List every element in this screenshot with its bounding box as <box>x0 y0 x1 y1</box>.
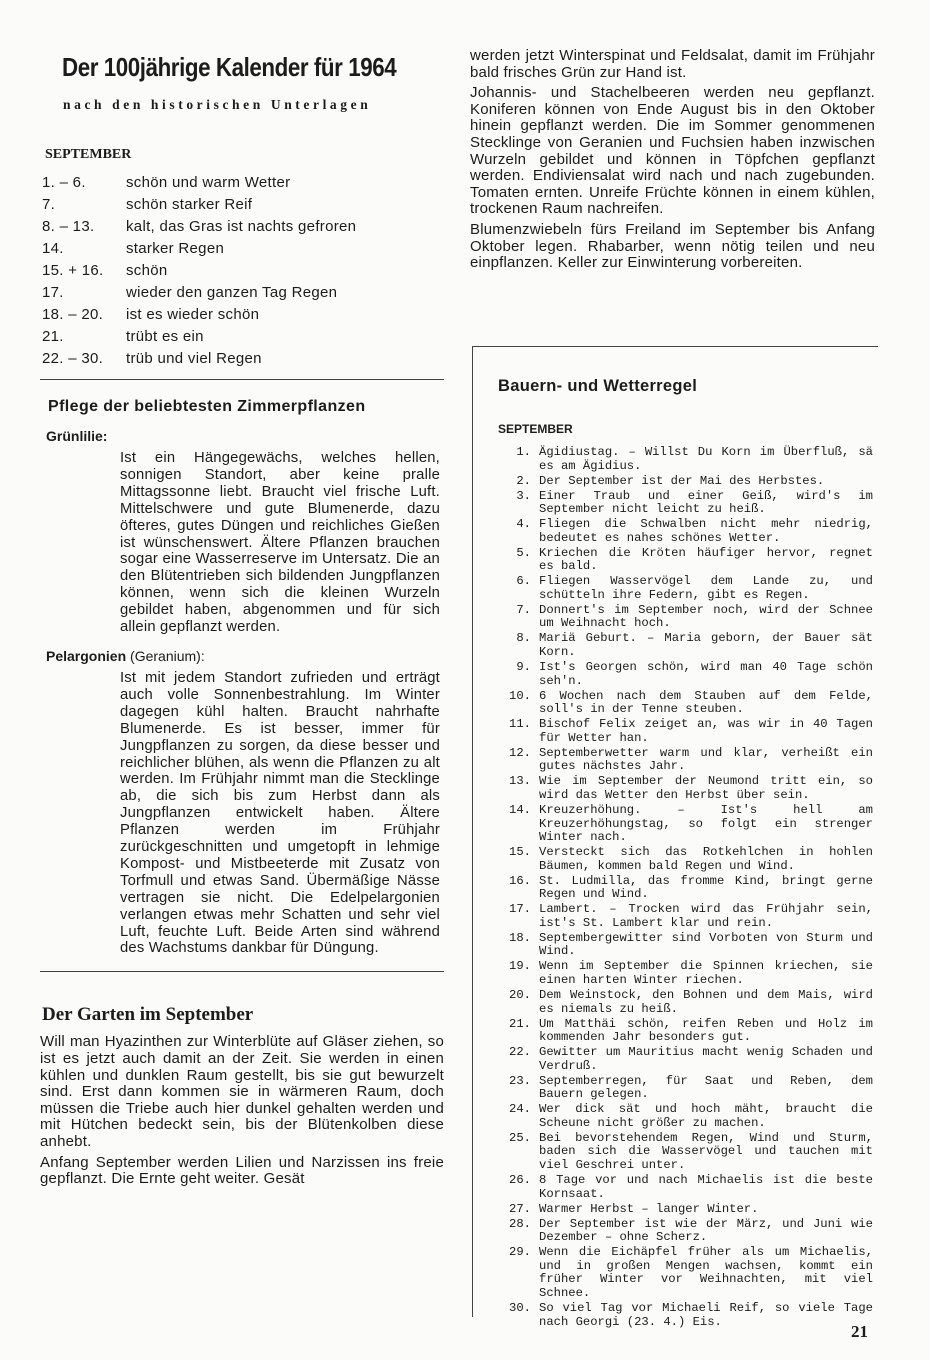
rule-text: Der September ist der Mai des Herbstes. <box>539 473 825 488</box>
plant-name-pelargonien <box>46 648 444 664</box>
rule-text: Donnert's im September noch, wird der Schnee um Weihnacht hoch. <box>539 602 873 631</box>
weather-text: schön und warm Wetter <box>126 174 291 191</box>
rule-number: 7. <box>516 602 531 617</box>
weather-text: kalt, das Gras ist nachts gefroren <box>126 218 357 235</box>
rule-number: 25. <box>509 1130 531 1145</box>
rule-number: 15. <box>509 845 531 860</box>
weather-date: 17. <box>42 284 64 301</box>
rule-text: Der September ist wie der März, und Juni wie Dezember – ohne Scherz. <box>539 1216 873 1245</box>
rule-item <box>491 1018 873 1045</box>
rules-heading: Bauern- und Wetterregel <box>498 377 698 395</box>
rule-item <box>491 518 873 545</box>
weather-date: 8. – 13. <box>42 218 95 235</box>
rule-number: 12. <box>509 745 531 760</box>
rule-number: 23. <box>509 1073 531 1088</box>
rules-list <box>491 446 873 1329</box>
rule-item <box>491 804 873 845</box>
rule-item <box>491 475 873 489</box>
plant-name-label: Pelargonien <box>46 647 127 664</box>
rule-item <box>491 775 873 802</box>
rule-number: 26. <box>509 1173 531 1188</box>
rule-number: 22. <box>509 1045 531 1060</box>
weather-date: 15. + 16. <box>42 262 104 279</box>
rule-number: 21. <box>509 1016 531 1031</box>
rule-text: Lambert. – Trocken wird das Frühjahr sein, ist's St. Lambert klar und rein. <box>539 902 873 930</box>
rule-item <box>491 1046 873 1073</box>
garden-paragraph: werden jetzt Winterspinat und Feldsalat, damit im Frühjahr bald frisches Grün zur Hand ist. <box>470 47 875 81</box>
rule-item <box>491 718 873 745</box>
rules-month-heading: SEPTEMBER <box>498 422 573 436</box>
weather-text: trübt es ein <box>126 328 204 345</box>
rule-text: Wie im September der Neumond tritt ein, so wird das Wetter den Herbst über sein. <box>539 774 873 802</box>
plants-heading: Pflege der beliebtesten Zimmerpflanzen <box>48 398 366 415</box>
page-title: Der 100jährige Kalender für 1964 <box>62 52 397 82</box>
plant-text-pelargonien: Ist mit jedem Standort zufrieden und erträgt auch volle Sonnenbestrahlung. Im Winter dagegen kühl halten. Braucht nahrhafte Blumenerde. Es ist besser, immer für Jungpflanzen zu sorgen, da diese besser und reichlicher blühen, als wenn die Pflanzen zu alt werden. Im Frühjahr nimmt man die Stecklinge ab, die sich bis zum Herbst dann als Jungpflanzen entwickelt haben. Ältere Pflanzen werden im Frühjahr zurückgeschnitten und umgetopft in lehmige Kompost- und Mistbeeterde mit Zusatz von Torfmull und etwas Sand. Übermäßige Nässe vertragen sie nicht. Die Edelpelargonien verlangen etwas mehr Schatten und sehr viel Luft, feuchte Luft. Beide Arten sind während des Wachstums dankbar für Düngung. <box>120 669 440 957</box>
rule-item <box>491 1302 873 1329</box>
rule-text: Dem Weinstock, den Bohnen und dem Mais, wird es niemals zu heiß. <box>539 987 873 1016</box>
rule-number: 19. <box>509 959 531 974</box>
weather-date: 1. – 6. <box>42 174 86 191</box>
rule-text: Ist's Georgen schön, wird man 40 Tage schön seh'n. <box>539 660 873 688</box>
rule-item <box>491 747 873 774</box>
rule-number: 8. <box>516 631 531 646</box>
weather-text: schön <box>126 262 168 279</box>
rule-item <box>491 604 873 631</box>
rule-text: Einer Traub und einer Geiß, wird's im September nicht leicht zu heiß. <box>539 488 873 517</box>
rule-number: 11. <box>509 717 531 732</box>
rule-item <box>491 446 873 473</box>
weather-row <box>42 348 444 370</box>
rule-item <box>491 1132 873 1173</box>
rule-text: Bei bevorstehendem Regen, Wind und Sturm, baden sich die Wasservögel und tauchen mit viel Geschrei unter. <box>539 1130 873 1173</box>
weather-row <box>42 194 444 216</box>
rule-text: 8 Tage vor und nach Michaelis ist die beste Kornsaat. <box>539 1173 873 1201</box>
rule-text: Fliegen Wasservögel dem Lande zu, und schütteln ihre Federn, gibt es Regen. <box>539 574 873 602</box>
rule-number: 27. <box>509 1201 531 1216</box>
weather-rules-box <box>472 346 878 1329</box>
rule-number: 30. <box>509 1300 531 1315</box>
plant-name-extra: (Geranium): <box>130 647 205 664</box>
weather-row <box>42 216 444 238</box>
rule-text: Ägidiustag. – Willst Du Korn im Überfluß, sä es am Ägidius. <box>539 445 873 473</box>
rule-item <box>491 932 873 959</box>
rule-text: Versteckt sich das Rotkehlchen in hohlen Bäumen, kommen bald Regen und Wind. <box>539 845 873 873</box>
weather-text: starker Regen <box>126 240 225 257</box>
weather-row <box>42 326 444 348</box>
rule-text: 6 Wochen nach dem Stauben auf dem Felde, soll's in der Tenne steuben. <box>539 688 873 717</box>
rule-number: 24. <box>509 1102 531 1117</box>
weather-row <box>42 260 444 282</box>
left-column <box>40 52 444 1192</box>
rule-number: 10. <box>509 688 531 703</box>
weather-date: 21. <box>42 328 64 345</box>
rule-text: Kreuzerhöhung. – Ist's hell am Kreuzerhöhungstag, so folgt ein strenger Winter nach. <box>539 802 873 845</box>
rule-text: Septemberregen, für Saat und Reben, dem Bauern gelegen. <box>539 1073 873 1102</box>
rule-text: Septemberwetter warm und klar, verheißt ein gutes nächstes Jahr. <box>539 745 873 774</box>
rule-text: Kriechen die Kröten häufiger hervor, regnet es bald. <box>539 545 873 574</box>
rule-text: Bischof Felix zeiget an, was wir in 40 Tagen für Wetter han. <box>539 717 873 745</box>
rule-item <box>491 989 873 1016</box>
rule-item <box>491 1174 873 1201</box>
weather-row <box>42 238 444 260</box>
rule-number: 2. <box>516 473 531 488</box>
rule-item <box>491 490 873 517</box>
weather-date: 22. – 30. <box>42 350 104 367</box>
page-number: 21 <box>851 1322 868 1341</box>
rule-item <box>491 1075 873 1102</box>
rule-item <box>491 1246 873 1300</box>
rule-item <box>491 960 873 987</box>
rule-text: Mariä Geburt. – Maria geborn, der Bauer sät Korn. <box>539 631 873 660</box>
rule-item <box>491 575 873 602</box>
rule-item <box>491 875 873 902</box>
rule-text: Septembergewitter sind Vorboten von Sturm und Wind. <box>539 930 873 959</box>
rule-item <box>491 1218 873 1245</box>
rule-number: 16. <box>509 873 531 888</box>
section-divider <box>40 971 444 972</box>
rule-number: 3. <box>516 488 531 503</box>
rule-text: St. Ludmilla, das fromme Kind, bringt gerne Regen und Wind. <box>539 873 873 902</box>
garden-text <box>40 1034 444 1187</box>
right-column-text <box>470 48 875 276</box>
rule-text: Fliegen die Schwalben nicht mehr niedrig, bedeutet es nahes schönes Wetter. <box>539 517 873 545</box>
weather-row <box>42 282 444 304</box>
weather-text: ist es wieder schön <box>126 306 260 323</box>
weather-calendar <box>42 172 444 370</box>
weather-text: trüb und viel Regen <box>126 350 262 367</box>
rule-item <box>491 1103 873 1130</box>
rule-item <box>491 690 873 717</box>
garden-paragraph: Johannis- und Stachelbeeren werden neu gepflanzt. Koniferen können von Ende August bis in den Oktober hinein gepflanzt werden. Die im Sommer genommenen Stecklinge von Geranien und Fuchsien haben inzwischen Wurzeln gebildet und können in Töpfchen gepflanzt werden. Endiviensalat wird nach und nach zugebunden. Tomaten ernten. Unreife Früchte können in einem kühlen, trockenen Raum nachreifen. <box>470 84 875 218</box>
garden-paragraph: Will man Hyazinthen zur Winterblüte auf Gläser ziehen, so ist es jetzt auch damit an der Zeit. Sie werden in einen kühlen und dunklen Raum gestellt, bis sie gut bewurzelt sind. Erst dann kommen sie in wärmeren Raum, doch müssen die Triebe auch hier dunkel gehalten werden und mit Hütchen bedeckt sein, bis der Blütenkolben diese anhebt. <box>40 1033 444 1150</box>
plant-text-gruenlilie: Ist ein Hängegewächs, welches hellen, sonnigen Standort, aber keine pralle Mittagssonne liebt. Braucht viel frische Luft. Mittelschwere und gute Blumenerde, dazu öfteres, gutes Düngen und reichliches Gießen ist wünschenswert. Ältere Pflanzen brauchen sogar eine Wasserreserve im Untersatz. Die an den Blütentrieben sich bildenden Jungpflanzen können, wenn sich die kleinen Wurzeln gebildet haben, abgenommen und für sich allein gepflanzt werden. <box>120 450 440 636</box>
rule-item <box>491 846 873 873</box>
rule-number: 13. <box>509 774 531 789</box>
weather-text: schön starker Reif <box>126 196 253 213</box>
rule-item <box>491 547 873 574</box>
weather-date: 14. <box>42 240 64 257</box>
weather-row <box>42 172 444 194</box>
rule-text: Wenn im September die Spinnen kriechen, sie einen harten Winter riechen. <box>539 959 873 987</box>
garden-paragraph: Blumenzwiebeln fürs Freiland im September bis Anfang Oktober legen. Rhabarber, wenn nötig teilen und neu einpflanzen. Keller zur Einwinterung vorbereiten. <box>470 220 875 272</box>
weather-date: 18. – 20. <box>42 306 104 323</box>
rule-number: 29. <box>509 1245 531 1260</box>
rule-number: 18. <box>509 930 531 945</box>
garden-heading: Der Garten im September <box>42 1004 254 1026</box>
rule-text: So viel Tag vor Michaeli Reif, so viele Tage nach Georgi (23. 4.) Eis. <box>539 1300 873 1329</box>
rule-item <box>491 903 873 930</box>
weather-text: wieder den ganzen Tag Regen <box>126 284 338 301</box>
rule-number: 9. <box>516 660 531 675</box>
calendar-month-heading: SEPTEMBER <box>45 147 132 162</box>
weather-row <box>42 304 444 326</box>
rule-number: 14. <box>509 802 531 817</box>
rule-number: 5. <box>516 545 531 560</box>
rule-item <box>491 632 873 659</box>
section-divider <box>40 379 444 380</box>
rule-text: Um Matthäi schön, reifen Reben und Holz im kommenden Jahr besonders gut. <box>539 1016 873 1045</box>
plant-name-gruenlilie: Grünlilie: <box>46 428 108 444</box>
page-subtitle: nach den historischen Unterlagen <box>63 97 372 112</box>
rule-text: Wer dick sät und hoch mäht, braucht die Scheune nicht größer zu machen. <box>539 1102 873 1130</box>
garden-paragraph: Anfang September werden Lilien und Narzissen ins freie gepflanzt. Die Ernte geht weiter. Gesät <box>40 1153 444 1188</box>
rule-item <box>491 661 873 688</box>
rule-number: 28. <box>509 1216 531 1231</box>
rule-number: 17. <box>509 902 531 917</box>
rule-number: 4. <box>516 517 531 532</box>
rule-number: 20. <box>509 987 531 1002</box>
rule-text: Wenn die Eichäpfel früher als um Michaelis, und in großen Mengen wachsen, kommt ein früher Winter vor Weihnachten, mit viel Schnee. <box>539 1245 873 1300</box>
rule-number: 1. <box>516 445 531 459</box>
weather-date: 7. <box>42 196 56 213</box>
rule-text: Warmer Herbst – langer Winter. <box>539 1201 759 1216</box>
rule-text: Gewitter um Mauritius macht wenig Schaden und Verdruß. <box>539 1045 873 1073</box>
rule-number: 6. <box>516 574 531 589</box>
rule-item <box>491 1203 873 1217</box>
